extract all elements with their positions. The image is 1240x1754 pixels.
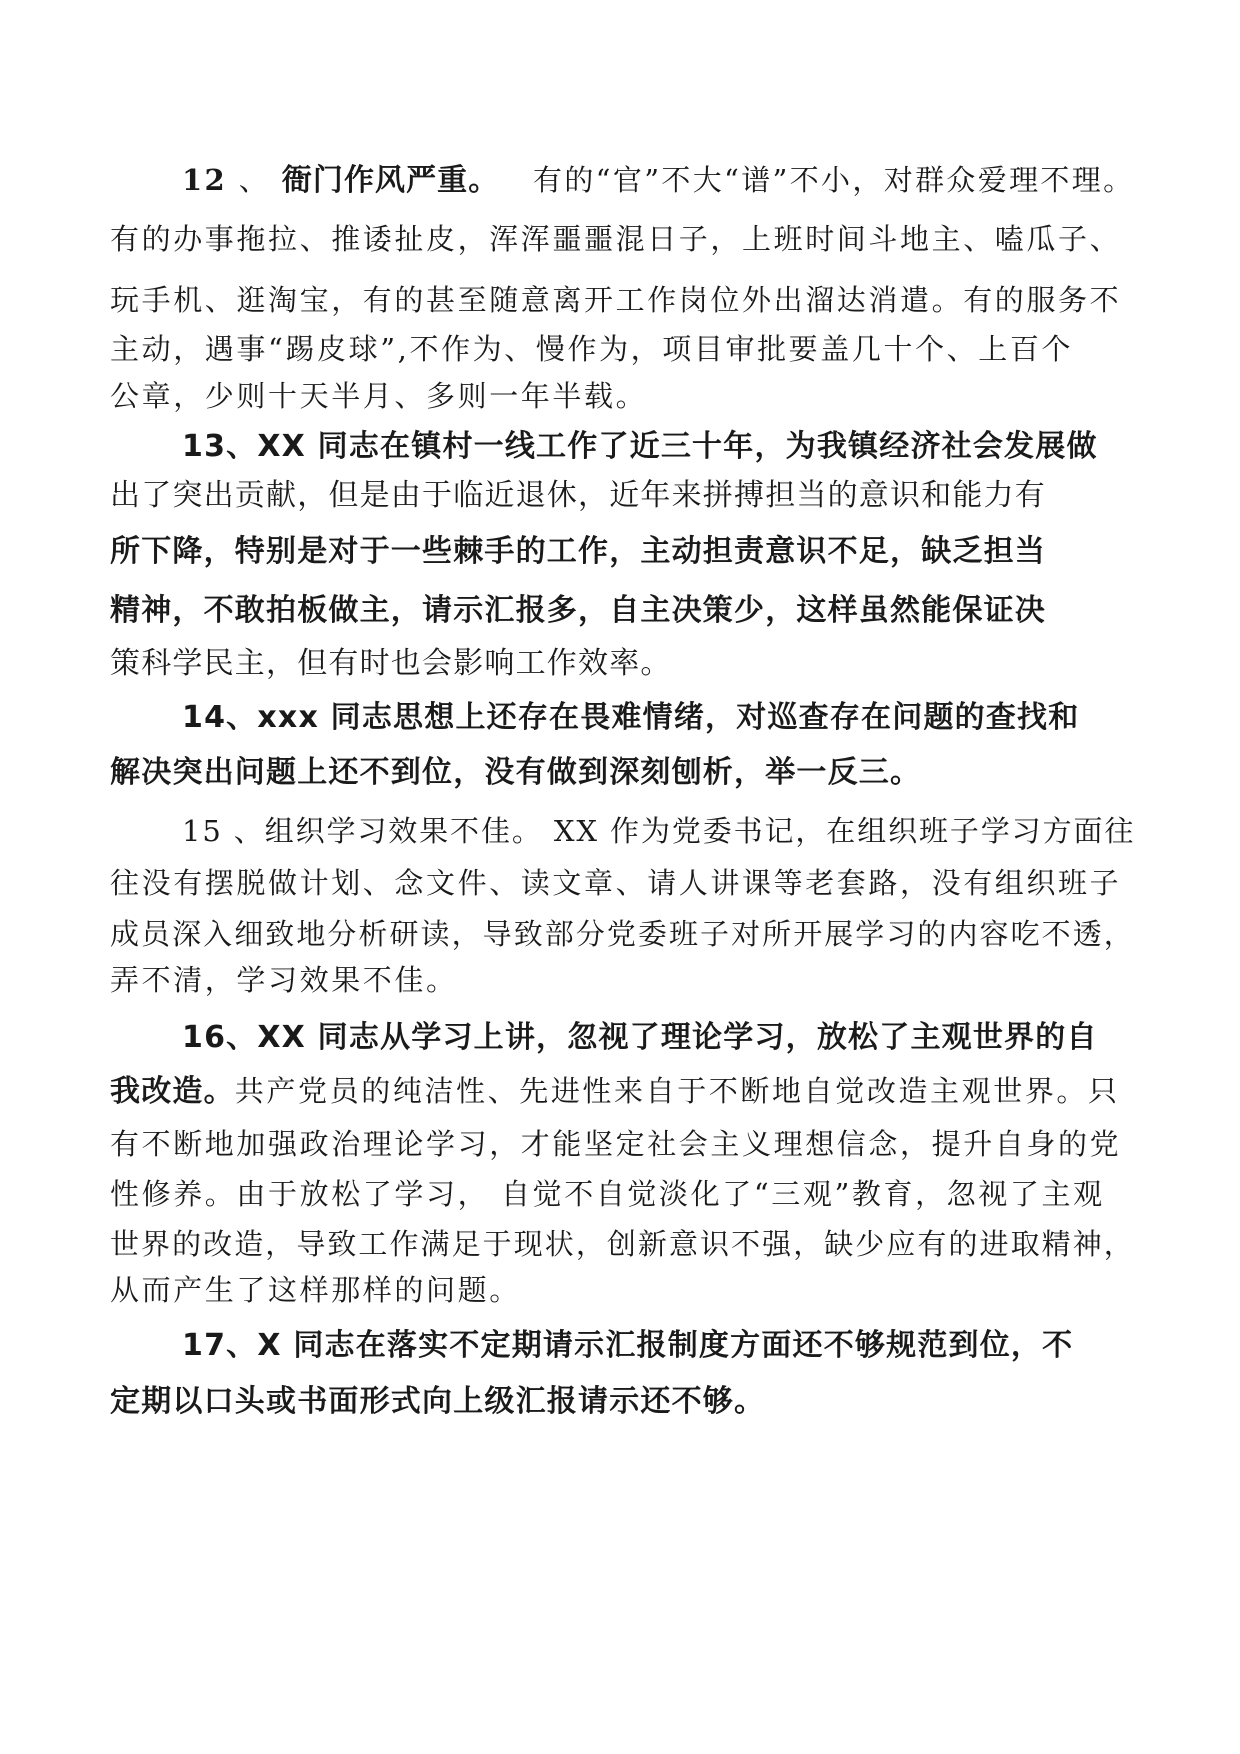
item-15-line-4: 弄不清，学习效果不佳。 xyxy=(110,963,458,997)
item-13-line-4: 精神，不敢拍板做主，请示汇报多，自主决策少，这样虽然能保证决 xyxy=(110,593,1046,628)
item-14-line-2: 解决突出问题上还不到位，没有做到深刻刨析，举一反三。 xyxy=(110,755,922,790)
item-14-line-1: 14、xxx 同志思想上还存在畏难情绪，对巡查存在问题的查找和 xyxy=(182,700,1080,735)
item-16-line-3: 有不断地加强政治理论学习，才能坚定社会主义理想信念，提升自身的党 xyxy=(110,1127,1122,1161)
item-13-line-5: 策科学民主，但有时也会影响工作效率。 xyxy=(110,646,672,681)
item-12-line-4: 主动，遇事“踢皮球”,不作为、慢作为，项目审批要盖几十个、上百个 xyxy=(110,332,1074,366)
item-17-line-1: 17、X 同志在落实不定期请示汇报制度方面还不够规范到位，不 xyxy=(182,1328,1074,1363)
item-15-line-2: 往没有摆脱做计划、念文件、读文章、请人讲课等老套路，没有组织班子 xyxy=(110,866,1122,900)
item-12-line-5: 公章，少则十天半月、多则一年半载。 xyxy=(110,379,648,413)
item-12-separator: 、 xyxy=(238,163,271,197)
item-16-heading-end: 我改造。 xyxy=(110,1074,235,1109)
item-12-heading: 衙门作风严重。 xyxy=(281,163,500,198)
item-13-line-1: 13、XX 同志在镇村一线工作了近三十年，为我镇经济社会发展做 xyxy=(182,429,1098,464)
item-12-line-1 xyxy=(182,163,1135,198)
item-16-line-2 xyxy=(110,1074,1120,1109)
item-16-line-4: 性修养。由于放松了学习， 自觉不自觉淡化了“三观”教育，忽视了主观 xyxy=(110,1177,1105,1211)
item-12-number: 12 xyxy=(182,163,228,197)
item-15-line-3: 成员深入细致地分析研读，导致部分党委班子对所开展学习的内容吃不透， xyxy=(110,917,1135,951)
item-15-line-1: 15 、组织学习效果不佳。 XX 作为党委书记，在组织班子学习方面往 xyxy=(182,814,1136,848)
item-12-text: 有的“官”不大“谱”不小，对群众爱理不理。 xyxy=(533,163,1135,197)
item-13-line-2: 出了突出贡献，但是由于临近退休，近年来拼搏担当的意识和能力有 xyxy=(110,478,1046,513)
item-16-text: 共产党员的纯洁性、先进性来自于不断地自觉改造主观世界。只 xyxy=(234,1074,1120,1108)
item-12-line-3: 玩手机、逛淘宝，有的甚至随意离开工作岗位外出溜达消遣。有的服务不 xyxy=(110,283,1122,317)
item-13-line-3: 所下降，特别是对于一些棘手的工作，主动担责意识不足，缺乏担当 xyxy=(110,534,1046,569)
item-17-line-2: 定期以口头或书面形式向上级汇报请示还不够。 xyxy=(110,1384,766,1419)
item-12-line-2: 有的办事拖拉、推诿扯皮，浑浑噩噩混日子，上班时间斗地主、嗑瓜子、 xyxy=(110,222,1122,256)
item-16-line-5: 世界的改造，导致工作满足于现状，创新意识不强，缺少应有的进取精神， xyxy=(110,1227,1135,1261)
item-16-line-1: 16、XX 同志从学习上讲，忽视了理论学习，放松了主观世界的自 xyxy=(182,1020,1098,1055)
item-16-line-6: 从而产生了这样那样的问题。 xyxy=(110,1273,521,1307)
